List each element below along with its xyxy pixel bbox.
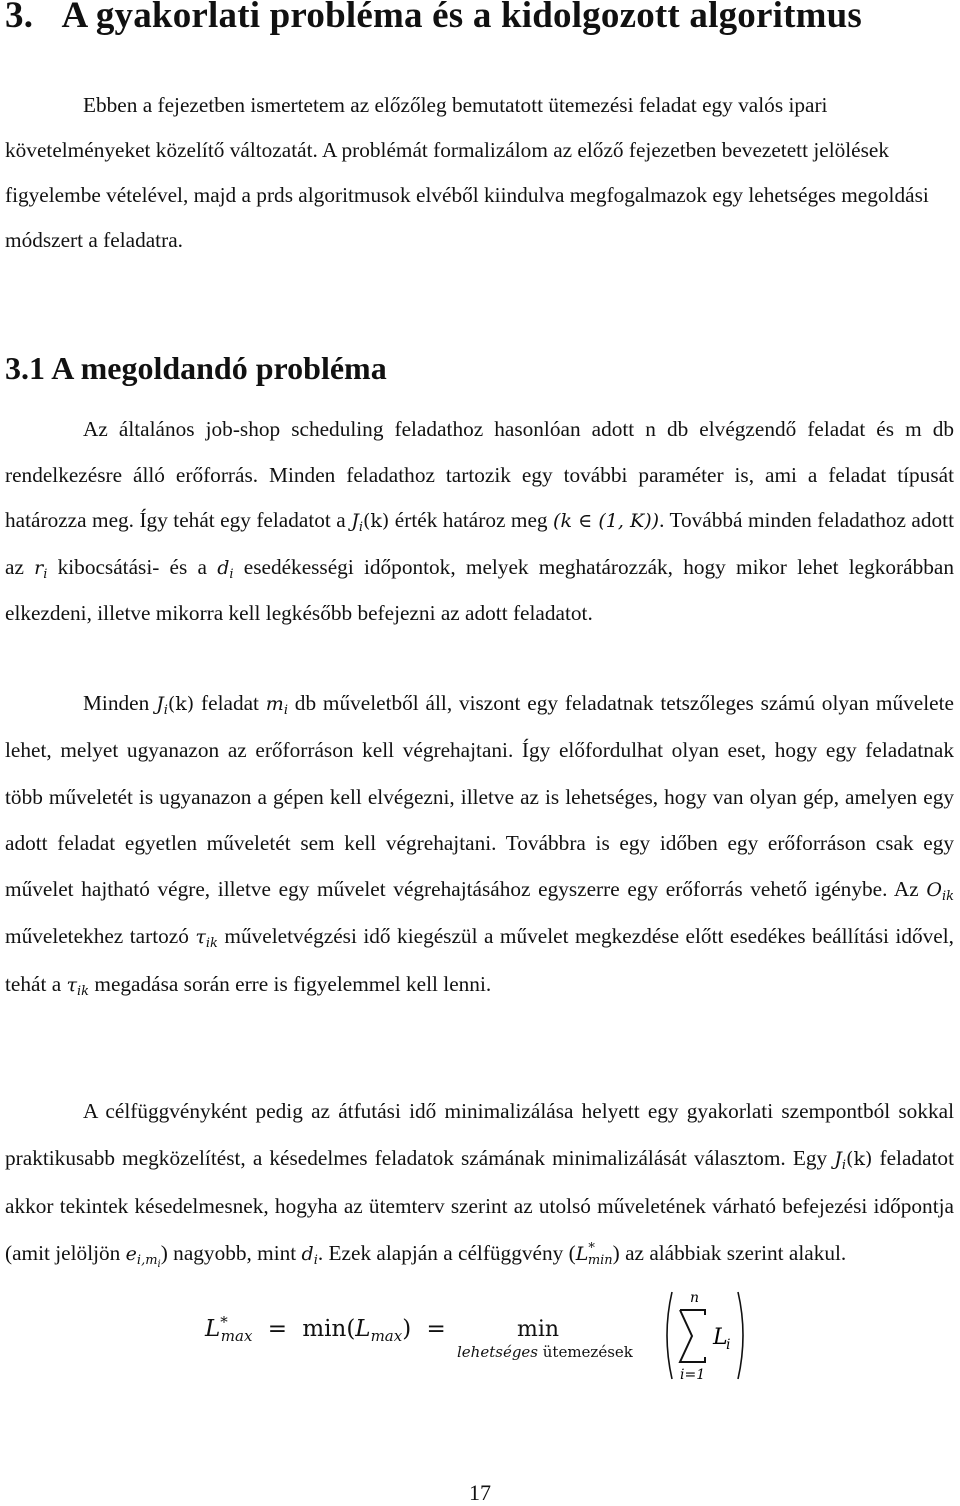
math-due-date: $d_i$	[301, 1243, 318, 1268]
math-op-count: $m_i$	[265, 693, 288, 718]
math-job: $J_i(k)$	[834, 1148, 873, 1173]
objective-formula: $L^*_{max} = \min(L_{max})$ = min lehetséges ütemezések n L i i=1	[205, 1288, 765, 1383]
math-release-time: $r_i$	[34, 556, 48, 582]
summation-icon	[660, 1288, 750, 1383]
sum-term: L	[713, 1325, 728, 1350]
math-completion-time: $e_{i,m_i}$	[125, 1243, 161, 1270]
operations-paragraph: Minden $J_i(k)$ feladat $m_i$ db műveletből áll, viszont egy feladatnak tetszőleges számú olyan művelete lehet, melyet ugyanazon az erőforráson kell végrehajtani. Így előfordulhat olyan eset, hogy egy feladatnak több műveletét is ugyanazon a gépen kell elvégezni, illetve az is lehetséges, hogy van olyan gép, amelyen egy adott feladat egyetlen műveletét sem kell végrehajtani. Továbbra is egy időben egy erőforráson csak egy művelet hajtható végre, illetve egy művelet végrehajtásához egyszerre egy erőforrás vehető igénybe. Az $O_{ik}$ műveletekhez tartozó $\tau_{ik}$ műveletvégzési idő kiegészül a művelet megkezdése előtt esedékes beállítási idővel, tehát a $\tau_{ik}$ megadása során erre is figyelemmel kell lenni.	[5, 691, 954, 999]
sum-upper-limit: n	[690, 1290, 700, 1306]
min-operator: min	[517, 1317, 560, 1342]
math-job: $J_i(k)$	[351, 510, 390, 536]
math-operation: $O_{ik}$	[926, 879, 954, 905]
math-objective-symbol: $L^*_{min}$	[575, 1241, 613, 1268]
problem-paragraph: Az általános job-shop scheduling feladathoz hasonlóan adott n db elvégzendő feladat és m db rendelkezésre álló erőforrás. Minden feladathoz tartozik egy további paraméter is, ami a feladat típusát határozza meg. Így tehát egy feladatot a $J_i(k)$ érték határoz meg (k ∈ (1, K)). Továbbá minden feladathoz adott az $r_i$ kibocsátási- és a $d_i$ esedékességi időpontok, melyek meghatározzák, hogy mikor lehet legkorábban elkezdeni, illetve mikorra kell legkésőbb befejezni az adott feladatot.	[5, 417, 954, 626]
sum-term-index: i	[726, 1337, 731, 1353]
sum-lower-limit: i=1	[680, 1367, 706, 1383]
min-underset: lehetséges ütemezések	[457, 1343, 633, 1361]
math-due-date: $d_i$	[217, 556, 234, 582]
math-processing-time: $\tau_{ik}$	[66, 973, 90, 999]
section-title: 3.1 A megoldandó probléma	[5, 350, 387, 386]
page-number: 17	[469, 1480, 491, 1505]
chapter-intro-paragraph: Ebben a fejezetben ismertetem az előzőleg bemutatott ütemezési feladat egy valós ipari követelményeket közelítő változatát. A problémát formalizálom az előző fejezetben bevezetett jelölések figyelembe vételével, majd a prds algoritmusok elvéből kiindulva megfogalmazok egy lehetséges megoldási módszert a feladatra.	[5, 93, 929, 252]
chapter-title: 3. A gyakorlati probléma és a kidolgozott algoritmus	[5, 0, 862, 36]
math-processing-time: $\tau_{ik}$	[195, 926, 218, 952]
math-k-range: (k ∈ (1, K))	[553, 510, 660, 533]
math-job: $J_i(k)$	[156, 693, 195, 718]
objective-paragraph: A célfüggvényként pedig az átfutási idő minimalizálása helyett egy gyakorlati szempontból sokkal praktikusabb megközelítést, a késedelmes feladatok számának minimalizálását választom. Egy $J_i(k)$ feladatot akkor tekintek késedelmesnek, hogyha az ütemterv szerint az utolsó műveletének várható befejezési időpontja (amit jelöljön $e_{i,m_i}$) nagyobb, mint $d_i$. Ezek alapján a célfüggvény $(L^*_{min})$ az alábbiak szerint alakul.	[5, 1099, 955, 1270]
